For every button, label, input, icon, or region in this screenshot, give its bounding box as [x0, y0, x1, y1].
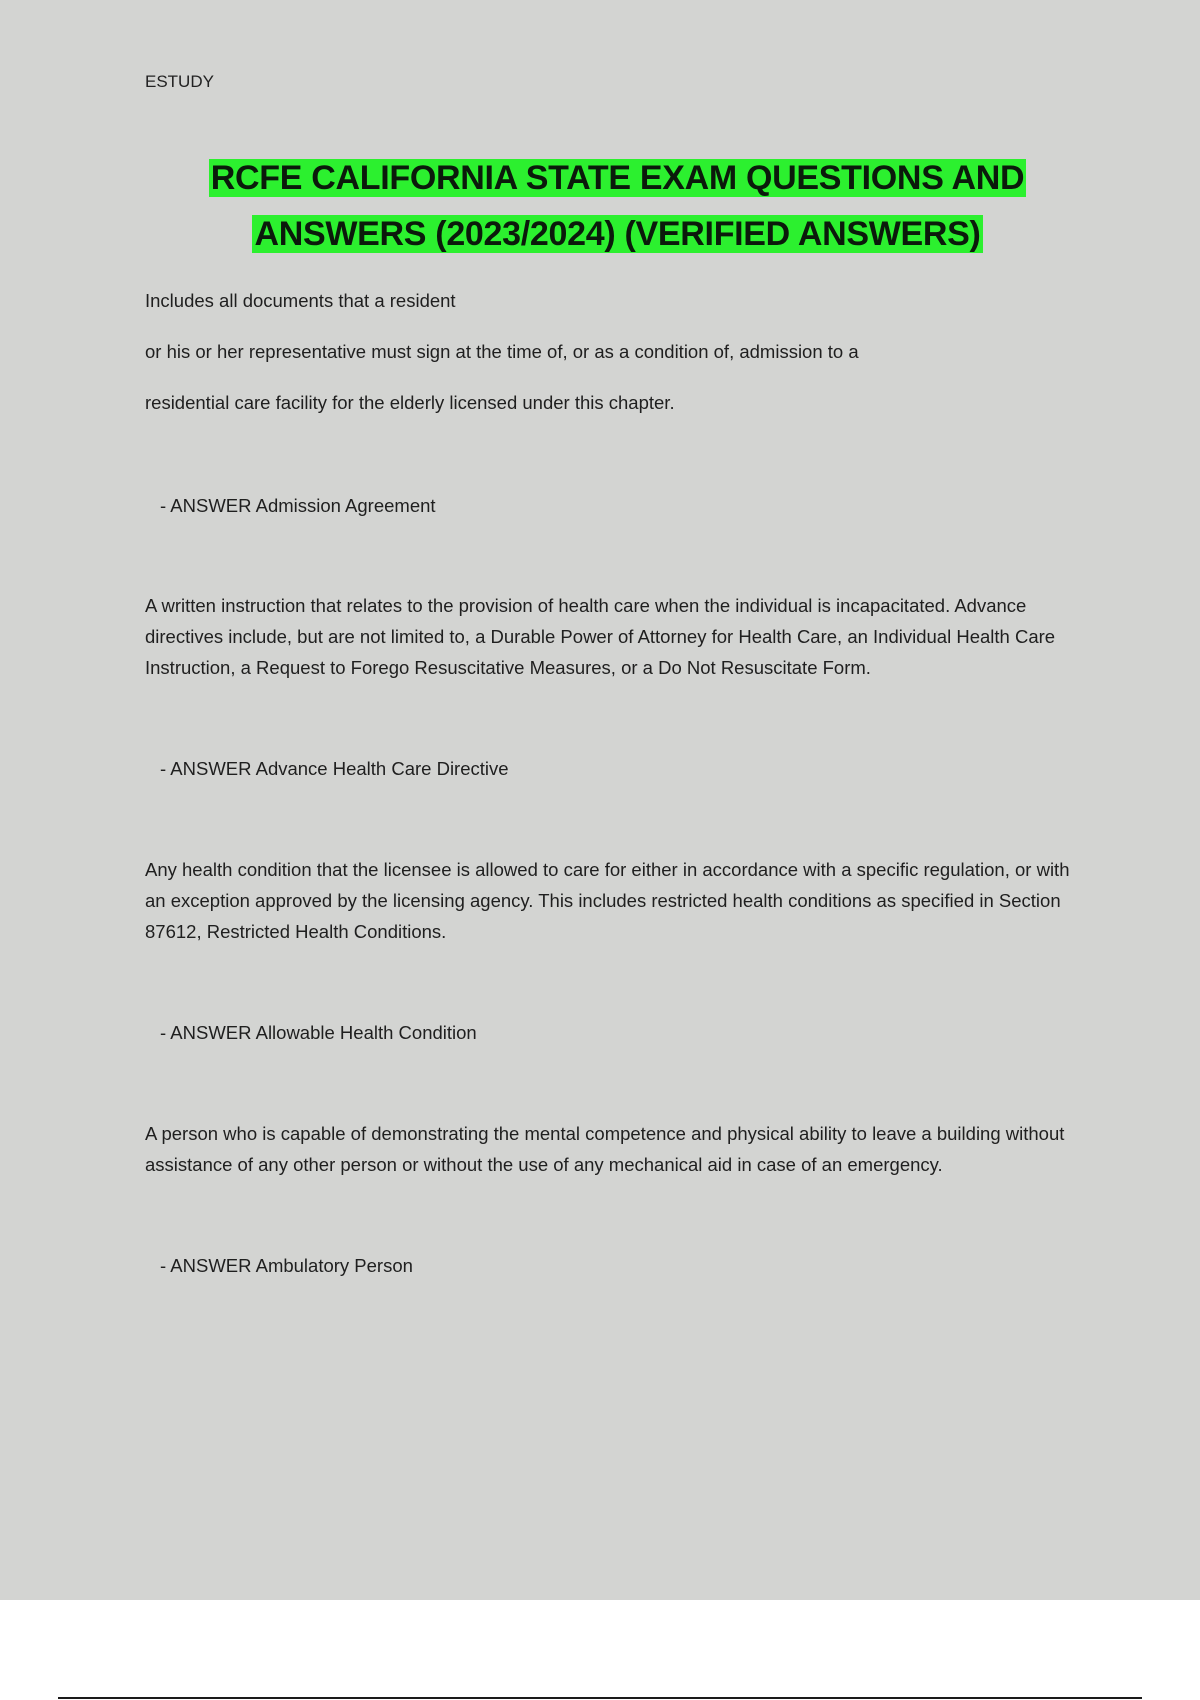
question-paragraph: Any health condition that the licensee is allowed to care for either in accordance with a specific regulation, or with an exception approved by the licensing agency. This includes restricted health conditions as specified in Section 87612, Restricted Health Conditions. [145, 859, 1070, 942]
answer-line: - ANSWER Allowable Health Condition [160, 1022, 477, 1043]
footer-rule [58, 1697, 1142, 1699]
question-line: Includes all documents that a resident [145, 290, 456, 311]
title-line-2: ANSWERS (2023/2024) (VERIFIED ANSWERS) [254, 215, 981, 253]
answer-line: - ANSWER Admission Agreement [160, 495, 436, 516]
qa-content [145, 285, 1085, 1281]
question-paragraph: A person who is capable of demonstrating the mental competence and physical ability to leave a building without assistance of any other person or without the use of any mechanical aid in case of an emergency. [145, 1123, 1065, 1175]
question-line: residential care facility for the elderly licensed under this chapter. [145, 392, 675, 413]
answer-line: - ANSWER Ambulatory Person [160, 1255, 413, 1276]
title-line-1: RCFE CALIFORNIA STATE EXAM QUESTIONS AND [210, 159, 1025, 197]
question-line: or his or her representative must sign at the time of, or as a condition of, admission to a [145, 341, 859, 362]
question-paragraph: A written instruction that relates to the provision of health care when the individual is incapacitated. Advance directives include, but are not limited to, a Durable Power of Attorney for Health Care, an Individual Health Care Instruction, a Request to Forego Resuscitative Measures, or a Do Not Resuscitate Form. [145, 595, 1056, 678]
document-title [0, 150, 1200, 262]
question-block [145, 285, 1085, 418]
header-label: ESTUDY [145, 72, 214, 91]
answer-line: - ANSWER Advance Health Care Directive [160, 758, 509, 779]
